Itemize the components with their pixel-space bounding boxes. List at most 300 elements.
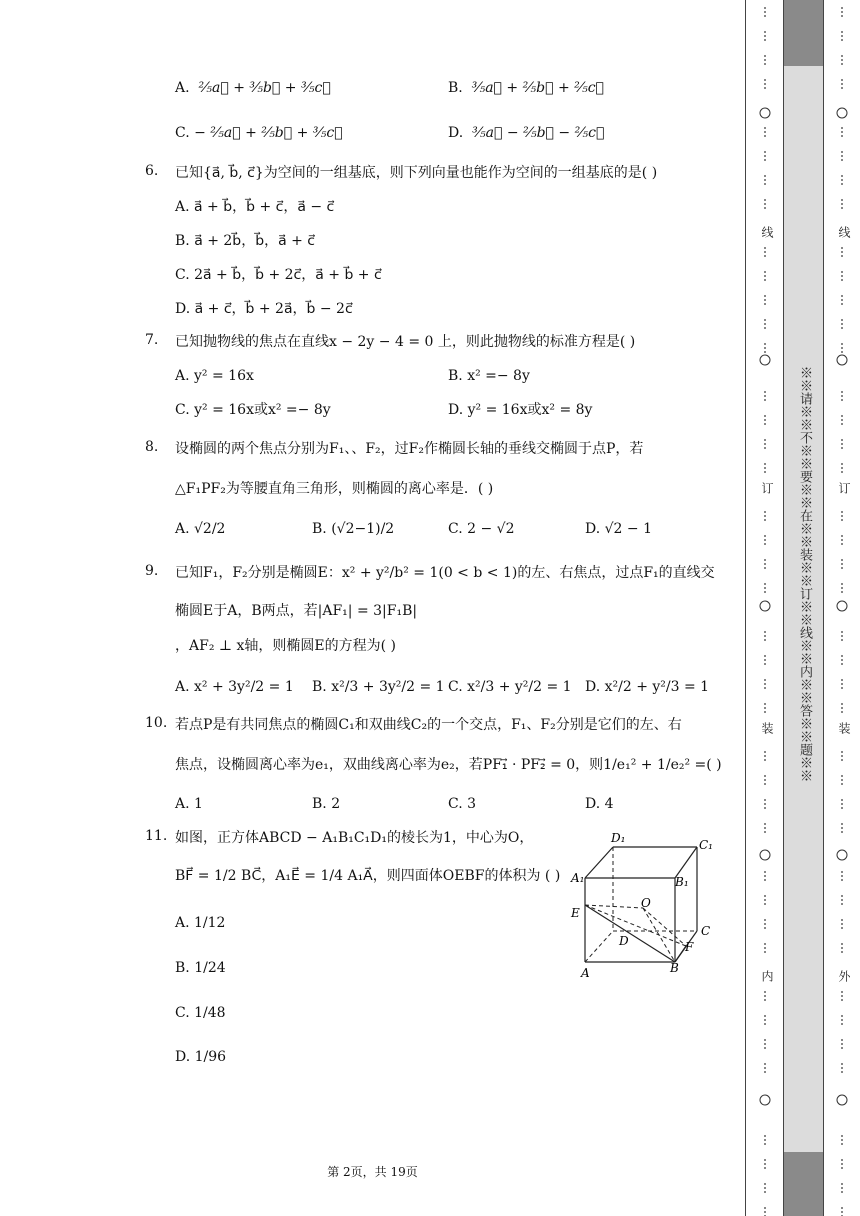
binding-dot — [841, 127, 843, 129]
binding-dot — [764, 711, 766, 713]
binding-dot — [841, 11, 843, 13]
q8-option-d: D. √2 − 1 — [585, 521, 652, 537]
binding-dot — [764, 927, 766, 929]
binding-dot — [764, 463, 766, 465]
binding-dot — [841, 759, 843, 761]
q9-option-d: D. x²/2 + y²/3 = 1 — [585, 679, 710, 695]
binding-dot — [764, 303, 766, 305]
binding-dot — [841, 131, 843, 133]
binding-dot — [764, 183, 766, 185]
binding-dot — [764, 415, 766, 417]
binding-dot — [764, 87, 766, 89]
binding-dot — [841, 179, 843, 181]
binding-dot — [841, 323, 843, 325]
binding-dot — [764, 279, 766, 281]
q11-option-c: C. 1/48 — [175, 1005, 226, 1021]
binding-dot — [841, 391, 843, 393]
binding-dot — [841, 1163, 843, 1165]
binding-dot — [841, 927, 843, 929]
label-c1: C₁ — [699, 838, 713, 852]
binding-dot — [841, 903, 843, 905]
binding-outer-column — [832, 0, 856, 1216]
binding-dot — [841, 567, 843, 569]
cube-figure — [565, 825, 725, 980]
binding-dot — [841, 1039, 843, 1041]
binding-dot — [764, 1135, 766, 1137]
binding-dot — [764, 995, 766, 997]
binding-dot — [841, 635, 843, 637]
binding-dot — [841, 7, 843, 9]
binding-dot — [764, 59, 766, 61]
binding-dot — [841, 351, 843, 353]
binding-dot — [841, 559, 843, 561]
binding-dot — [841, 827, 843, 829]
binding-dot — [764, 895, 766, 897]
binding-dot — [764, 779, 766, 781]
binding-dot — [841, 687, 843, 689]
binding-dot — [841, 871, 843, 873]
binding-hole-circle — [760, 1095, 770, 1105]
binding-dot — [841, 875, 843, 877]
inner-mark-nei: 内 — [760, 970, 774, 983]
binding-dot — [841, 1047, 843, 1049]
q10-option-b: B. 2 — [312, 796, 341, 812]
binding-dot — [841, 775, 843, 777]
q10-number: 10. — [145, 715, 168, 731]
q10-stem-line2: 焦点，设椭圆离心率为e₁，双曲线离心率为e₂，若PF₁⃗ · PF₂⃗ = 0，则1/e₁² + 1/e₂² =( ) — [175, 757, 722, 773]
binding-hole-circle — [837, 850, 847, 860]
binding-dot — [841, 1207, 843, 1209]
binding-dot — [841, 1211, 843, 1213]
binding-dot — [764, 659, 766, 661]
binding-dot — [841, 203, 843, 205]
binding-dot — [841, 783, 843, 785]
label-d1: D₁ — [611, 831, 626, 845]
binding-dot — [841, 343, 843, 345]
binding-dot — [841, 279, 843, 281]
binding-dot — [764, 903, 766, 905]
label-b: B — [670, 961, 679, 975]
binding-cap-top — [783, 0, 823, 66]
q10-stem-line1: 若点P是有共同焦点的椭圆C₁和双曲线C₂的一个交点，F₁、F₂分别是它们的左、右 — [175, 717, 682, 733]
q8-option-b: B. (√2−1)/2 — [312, 521, 395, 537]
q7-option-c: C. y² = 16x或x² =− 8y — [175, 402, 331, 418]
q10-option-d: D. 4 — [585, 796, 614, 812]
binding-dot — [764, 683, 766, 685]
binding-dot — [764, 1211, 766, 1213]
binding-dot — [764, 1191, 766, 1193]
binding-border-left — [745, 0, 746, 1216]
binding-dot — [841, 251, 843, 253]
binding-dot — [841, 467, 843, 469]
binding-dot — [841, 471, 843, 473]
inner-mark-zhuang: 装 — [760, 722, 774, 735]
binding-dot — [841, 919, 843, 921]
binding-dot — [764, 1187, 766, 1189]
binding-dot — [764, 799, 766, 801]
inner-mark-xian: 线 — [760, 226, 774, 239]
label-b1: B₁ — [675, 875, 689, 889]
binding-dot — [764, 1015, 766, 1017]
binding-dot — [764, 999, 766, 1001]
q11-stem-line2: BF⃗ = 1/2 BC⃗，A₁E⃗ = 1/4 A₁A⃗，则四面体OEBF的体积为 ( ) — [175, 868, 561, 884]
binding-dot — [764, 443, 766, 445]
binding-dot — [841, 631, 843, 633]
binding-dot — [841, 1167, 843, 1169]
binding-dot — [764, 631, 766, 633]
binding-dot — [841, 59, 843, 61]
binding-dot — [764, 511, 766, 513]
binding-dot — [841, 423, 843, 425]
binding-dot — [841, 1019, 843, 1021]
binding-dot — [841, 1015, 843, 1017]
q7-option-d: D. y² = 16x或x² = 8y — [448, 402, 593, 418]
label-e: E — [571, 906, 580, 920]
q6-option-a: A. a⃗ + b⃗，b⃗ + c⃗，a⃗ − c⃗ — [175, 199, 335, 215]
binding-dot — [841, 583, 843, 585]
binding-dot — [841, 443, 843, 445]
binding-dot — [764, 351, 766, 353]
binding-dot — [764, 83, 766, 85]
binding-dot — [841, 1191, 843, 1193]
binding-dot — [764, 31, 766, 33]
binding-dot — [841, 707, 843, 709]
binding-dot — [764, 703, 766, 705]
binding-dot — [764, 327, 766, 329]
binding-dot — [841, 563, 843, 565]
binding-dot — [764, 419, 766, 421]
binding-dot — [764, 319, 766, 321]
binding-hole-circle — [837, 1095, 847, 1105]
binding-dot — [764, 135, 766, 137]
binding-dot — [764, 55, 766, 57]
binding-dot — [764, 687, 766, 689]
q8-number: 8. — [145, 439, 159, 455]
binding-dot — [841, 511, 843, 513]
binding-dot — [764, 295, 766, 297]
binding-dot — [841, 951, 843, 953]
label-a1: A₁ — [571, 871, 585, 885]
binding-dot — [841, 943, 843, 945]
binding-dot — [764, 775, 766, 777]
q11-number: 11. — [145, 828, 168, 844]
binding-dot — [764, 827, 766, 829]
binding-dot — [764, 875, 766, 877]
q7-option-b: B. x² =− 8y — [448, 368, 530, 384]
q8-option-c: C. 2 − √2 — [448, 521, 515, 537]
binding-hole-circle — [760, 601, 770, 611]
q6-stem: 已知{a⃗, b⃗, c⃗}为空间的一组基底，则下列向量也能作为空间的一组基底的是( ) — [175, 165, 658, 181]
outer-mark-ding: 订 — [837, 482, 851, 495]
binding-dot — [764, 831, 766, 833]
binding-dot — [841, 303, 843, 305]
binding-dot — [764, 79, 766, 81]
binding-dot — [764, 447, 766, 449]
binding-dot — [764, 567, 766, 569]
q9-stem-line3: ，AF₂ ⊥ x轴，则椭圆E的方程为( ) — [175, 638, 396, 654]
q6-option-d: D. a⃗ + c⃗，b⃗ + 2a⃗，b⃗ − 2c⃗ — [175, 301, 353, 317]
binding-dot — [841, 399, 843, 401]
q9-number: 9. — [145, 563, 159, 579]
binding-dot — [764, 323, 766, 325]
binding-dot — [764, 1183, 766, 1185]
binding-dot — [841, 663, 843, 665]
binding-dot — [764, 207, 766, 209]
binding-dot — [841, 539, 843, 541]
binding-dot — [841, 991, 843, 993]
binding-dot — [764, 1071, 766, 1073]
binding-dot — [764, 559, 766, 561]
q5-option-d: D. ³⁄₅a⃗ − ²⁄₅b⃗ − ²⁄₅c⃗ — [448, 125, 605, 141]
binding-dot — [764, 1043, 766, 1045]
q5-option-a: A. ²⁄₅a⃗ + ³⁄₅b⃗ + ³⁄₅c⃗ — [175, 80, 331, 96]
binding-hole-circle — [760, 108, 770, 118]
binding-dot — [764, 11, 766, 13]
binding-dot — [764, 1019, 766, 1021]
q11-stem-line1: 如图，正方体ABCD − A₁B₁C₁D₁的棱长为1，中心为O， — [175, 830, 534, 846]
binding-dot — [764, 471, 766, 473]
binding-dot — [841, 879, 843, 881]
q9-option-c: C. x²/3 + y²/2 = 1 — [448, 679, 572, 695]
binding-dot — [764, 127, 766, 129]
binding-dot — [764, 879, 766, 881]
outer-mark-zhuang: 装 — [837, 722, 851, 735]
binding-dot — [841, 895, 843, 897]
binding-dot — [764, 35, 766, 37]
binding-dot — [841, 823, 843, 825]
binding-dot — [841, 1071, 843, 1073]
binding-dot — [764, 1167, 766, 1169]
binding-dot — [764, 179, 766, 181]
binding-dot — [841, 779, 843, 781]
q9-option-b: B. x²/3 + 3y²/2 = 1 — [312, 679, 445, 695]
binding-dot — [764, 679, 766, 681]
binding-dot — [841, 947, 843, 949]
label-c: C — [701, 924, 711, 938]
label-f: F — [685, 940, 694, 954]
binding-dot — [841, 159, 843, 161]
q8-stem-line1: 设椭圆的两个焦点分别为F₁、、F₂，过F₂作椭圆长轴的垂线交椭圆于点P，若 — [175, 441, 644, 457]
binding-dot — [841, 151, 843, 153]
binding-dot — [841, 207, 843, 209]
binding-dot — [841, 447, 843, 449]
binding-dot — [841, 1183, 843, 1185]
binding-dot — [841, 659, 843, 661]
q11-option-a: A. 1/12 — [175, 915, 226, 931]
binding-dot — [841, 995, 843, 997]
q7-option-a: A. y² = 16x — [175, 368, 254, 384]
binding-border-mid1 — [783, 0, 784, 1216]
binding-dot — [764, 39, 766, 41]
binding-dot — [841, 1135, 843, 1137]
binding-dot — [764, 343, 766, 345]
binding-dot — [841, 999, 843, 1001]
binding-hole-circle — [760, 850, 770, 860]
binding-dot — [841, 83, 843, 85]
binding-dot — [841, 255, 843, 257]
binding-dot — [841, 15, 843, 17]
binding-dot — [841, 683, 843, 685]
inner-mark-ding: 订 — [760, 482, 774, 495]
binding-dot — [841, 299, 843, 301]
binding-dot — [841, 155, 843, 157]
binding-dot — [764, 15, 766, 17]
binding-dot — [764, 1039, 766, 1041]
binding-dot — [764, 1063, 766, 1065]
q9-option-a: A. x² + 3y²/2 = 1 — [175, 679, 294, 695]
binding-dot — [764, 155, 766, 157]
binding-dot — [764, 515, 766, 517]
binding-dot — [764, 203, 766, 205]
q11-option-b: B. 1/24 — [175, 960, 226, 976]
binding-dot — [841, 711, 843, 713]
binding-inner-column — [755, 0, 779, 1216]
q9-stem-line1: 已知F₁，F₂分别是椭圆E：x² + y²/b² = 1(0 < b < 1)的左、右焦点，过点F₁的直线交 — [175, 565, 715, 581]
q7-stem: 已知抛物线的焦点在直线x − 2y − 4 = 0 上，则此抛物线的标准方程是( ) — [175, 334, 636, 350]
binding-warning-text: ※※请※※不※※要※※在※※装※※订※※线※※内※※答※※题※※ — [797, 366, 812, 782]
binding-dot — [764, 151, 766, 153]
binding-dot — [764, 1159, 766, 1161]
q6-option-b: B. a⃗ + 2b⃗，b⃗，a⃗ + c⃗ — [175, 233, 315, 249]
q8-option-a: A. √2/2 — [175, 521, 226, 537]
binding-dot — [841, 275, 843, 277]
binding-dot — [764, 535, 766, 537]
binding-dot — [841, 679, 843, 681]
binding-dot — [764, 271, 766, 273]
binding-dot — [841, 535, 843, 537]
binding-dot — [764, 7, 766, 9]
page-footer: 第 2页，共 19页 — [327, 1165, 418, 1179]
q7-number: 7. — [145, 332, 159, 348]
binding-dot — [841, 923, 843, 925]
binding-dot — [841, 639, 843, 641]
binding-dot — [764, 175, 766, 177]
q6-option-c: C. 2a⃗ + b⃗，b⃗ + 2c⃗，a⃗ + b⃗ + c⃗ — [175, 267, 382, 283]
binding-dot — [764, 131, 766, 133]
binding-dot — [841, 755, 843, 757]
binding-dot — [764, 591, 766, 593]
binding-hole-circle — [837, 108, 847, 118]
binding-dot — [841, 183, 843, 185]
binding-dot — [841, 395, 843, 397]
binding-dot — [764, 391, 766, 393]
binding-dot — [764, 1067, 766, 1069]
binding-dot — [764, 899, 766, 901]
binding-dot — [841, 1159, 843, 1161]
binding-dot — [764, 247, 766, 249]
q11-option-d: D. 1/96 — [175, 1049, 227, 1065]
binding-dot — [764, 655, 766, 657]
binding-dot — [764, 1023, 766, 1025]
binding-dot — [841, 35, 843, 37]
binding-dot — [764, 1163, 766, 1165]
binding-dot — [841, 751, 843, 753]
q9-stem-line2: 椭圆E于A，B两点，若|AF₁| = 3|F₁B| — [175, 603, 418, 619]
label-o: O — [641, 896, 651, 910]
binding-dot — [841, 587, 843, 589]
binding-dot — [764, 783, 766, 785]
binding-dot — [841, 515, 843, 517]
q6-number: 6. — [145, 163, 159, 179]
binding-dot — [841, 199, 843, 201]
binding-dot — [841, 1139, 843, 1141]
binding-hole-circle — [760, 355, 770, 365]
binding-dot — [764, 543, 766, 545]
binding-dot — [764, 199, 766, 201]
binding-dot — [764, 255, 766, 257]
outer-mark-xian: 线 — [837, 226, 851, 239]
binding-dot — [841, 439, 843, 441]
binding-dot — [764, 439, 766, 441]
binding-dot — [841, 415, 843, 417]
binding-dot — [764, 759, 766, 761]
q10-option-a: A. 1 — [175, 796, 203, 812]
binding-dot — [764, 583, 766, 585]
outer-mark-wai: 外 — [837, 970, 851, 983]
binding-dot — [841, 419, 843, 421]
binding-dot — [841, 295, 843, 297]
label-a: A — [581, 966, 590, 980]
binding-dot — [841, 591, 843, 593]
binding-dot — [841, 519, 843, 521]
binding-dot — [764, 519, 766, 521]
binding-dot — [841, 87, 843, 89]
q5-option-c: C. − ²⁄₅a⃗ + ²⁄₅b⃗ + ³⁄₅c⃗ — [175, 125, 343, 141]
binding-dot — [841, 247, 843, 249]
binding-dot — [764, 63, 766, 65]
binding-dot — [841, 1063, 843, 1065]
q8-stem-line2: △F₁PF₂为等腰直角三角形，则椭圆的离心率是．( ) — [175, 481, 494, 497]
binding-dot — [841, 799, 843, 801]
binding-dot — [764, 943, 766, 945]
binding-dot — [841, 79, 843, 81]
binding-dot — [841, 543, 843, 545]
binding-dot — [764, 275, 766, 277]
binding-dot — [841, 327, 843, 329]
binding-dot — [764, 539, 766, 541]
label-d: D — [619, 934, 629, 948]
binding-dot — [841, 1187, 843, 1189]
binding-dot — [764, 919, 766, 921]
binding-dot — [764, 871, 766, 873]
binding-dot — [764, 1047, 766, 1049]
binding-dot — [764, 563, 766, 565]
binding-dot — [841, 831, 843, 833]
binding-dot — [764, 347, 766, 349]
binding-dot — [841, 703, 843, 705]
binding-dot — [764, 1207, 766, 1209]
binding-dot — [764, 755, 766, 757]
binding-dot — [841, 655, 843, 657]
binding-dot — [764, 1139, 766, 1141]
binding-dot — [764, 587, 766, 589]
binding-dot — [841, 31, 843, 33]
binding-dot — [841, 1143, 843, 1145]
binding-dot — [764, 947, 766, 949]
q5-option-b: B. ³⁄₅a⃗ + ²⁄₅b⃗ + ²⁄₅c⃗ — [448, 80, 604, 96]
binding-dot — [841, 39, 843, 41]
binding-dot — [841, 463, 843, 465]
binding-dot — [841, 899, 843, 901]
binding-dot — [841, 347, 843, 349]
binding-dot — [841, 135, 843, 137]
binding-dot — [841, 1043, 843, 1045]
binding-dot — [841, 1067, 843, 1069]
binding-dot — [764, 299, 766, 301]
binding-dot — [764, 251, 766, 253]
binding-dot — [764, 663, 766, 665]
binding-dot — [841, 55, 843, 57]
